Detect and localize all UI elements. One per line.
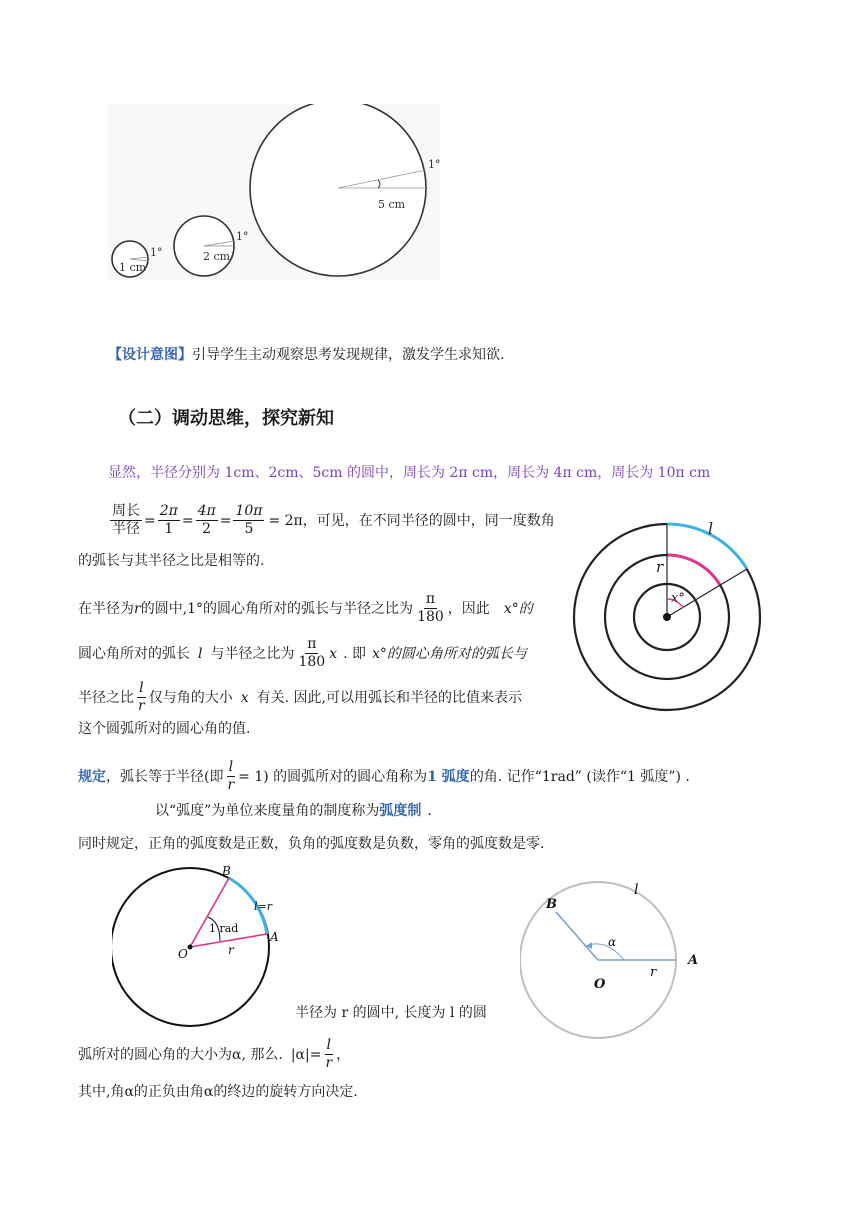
label-1cm: 1 cm [119,261,147,274]
label-1rad: 1 rad [209,922,239,935]
ratio-fraction-2: $\frac{4\pi}{2}$ [197,503,216,537]
label-B-fig3: B [546,897,557,912]
label-l-fig3: l [634,882,639,898]
label-A-fig3: A [688,953,699,968]
label-1deg-mid: 1° [236,230,249,243]
para-x-line3: 半径之比 $\frac{l}{r}$ 仅与角的大小 x 有关. 因此,可以用弧长和半径的比值来表示 [78,680,522,714]
design-intent [108,345,504,365]
label-l-eq-r: l=r [254,900,272,913]
para-x-line2: 圆心角所对的弧长 l 与半径之比为 $\frac{\pi}{180}$ x . 即 x°的圆心角所对的弧长与 [78,636,527,670]
ratio-after: ，可见，在不同半径的圆中，同一度数角 [302,512,555,529]
label-l: l [708,520,714,538]
ratio-equation: $\frac{\text{周长}}{\text{半径}}$ = $\frac{2\pi}{1}$ = $\frac{4\pi}{2}$ = $\frac{10\pi}{5}$ = 2π ，可见，在不同半径的圆中，同一度数角 [112,503,555,537]
section-heading: （二）调动思维，探究新知 [118,408,334,429]
label-alpha: α [608,935,617,949]
radius-text-line1: 半径为 r 的圆中, 长度为 l 的圆 [295,1005,487,1021]
figure-alpha [520,872,720,1042]
label-r-fig3: r [650,965,657,980]
ratio-line2: 的弧长与其半径之比是相等的. [78,553,265,569]
label-1deg-large: 1° [428,158,440,171]
outer-arc-l [667,524,747,569]
ratio-result: = 2π [268,512,303,529]
purple-observation-text: 显然，半径分别为 1cm、2cm、5cm 的圆中，周长为 2π cm，周长为 4π cm，周长为 10π cm [108,465,711,481]
ratio-fraction-1: $\frac{2\pi}{1}$ [159,503,178,537]
para-x-line4: 这个圆弧所对的圆心角的值. [78,721,251,737]
frac-l-r-rule: $\frac{l}{r}$ [227,759,235,793]
ratio-fraction-3: $\frac{10\pi}{5}$ [235,503,263,537]
label-r: r [656,558,664,576]
middle-arc-r [667,555,720,585]
radian-system: 以“弧度”为单位来度量角的制度称为弧度制 . [155,803,432,819]
rule-radian: 规定 ，弧长等于半径(即 $\frac{l}{r}$ = 1 ) 的圆弧所对的圆心角称为 1 弧度 的角. 记作“1rad” (读作“1 弧度”) . [78,759,690,793]
rule-unit: 1 弧度 [427,768,470,785]
figure-three-circles [108,104,440,280]
label-x-deg: x° [671,591,685,606]
label-r-fig2: r [228,943,234,957]
rule-word: 规定 [78,768,106,785]
label-A: A [270,930,279,944]
purple-observation [108,463,710,483]
radian-system-term: 弧度制 [379,803,422,819]
para-x-line1: 在半径为 r 的圆中,1°的圆心角所对的弧长与半径之比为 $\frac{\pi}{180}$ ，因此 x°的 [78,591,533,625]
figure-concentric-circles [570,520,770,720]
final-line: 其中,角α的正负由角α的终边的旋转方向决定. [78,1084,358,1100]
sign-rule: 同时规定，正角的弧度数是正数，负角的弧度数是负数，零角的弧度数是零. [78,836,545,852]
design-intent-text: 引导学生主动观察思考发现规律，激发学生求知欲. [192,347,505,363]
frac-pi-180: $\frac{\pi}{180}$ [417,591,444,625]
label-2cm: 2 cm [203,250,231,263]
label-1deg-small: 1° [150,246,163,259]
label-O: O [178,947,188,961]
frac-l-r: $\frac{l}{r}$ [138,680,145,714]
label-O-fig3: O [594,977,606,992]
frac-l-r-alpha: $\frac{l}{r}$ [325,1037,333,1071]
label-B: B [222,864,231,878]
figure-one-radian [112,862,302,1030]
label-5cm: 5 cm [378,198,406,211]
design-intent-tag: 【设计意图】 [108,347,192,363]
ratio-fraction-label: $\frac{\text{周长}}{\text{半径}}$ [112,503,140,537]
circle-5cm [250,104,426,276]
frac-pi-180-x: $\frac{\pi}{180}$ [298,636,326,670]
radius-text-line2: 弧所对的圆心角的大小为α, 那么. |α|= $\frac{l}{r}$ ， [78,1037,351,1071]
